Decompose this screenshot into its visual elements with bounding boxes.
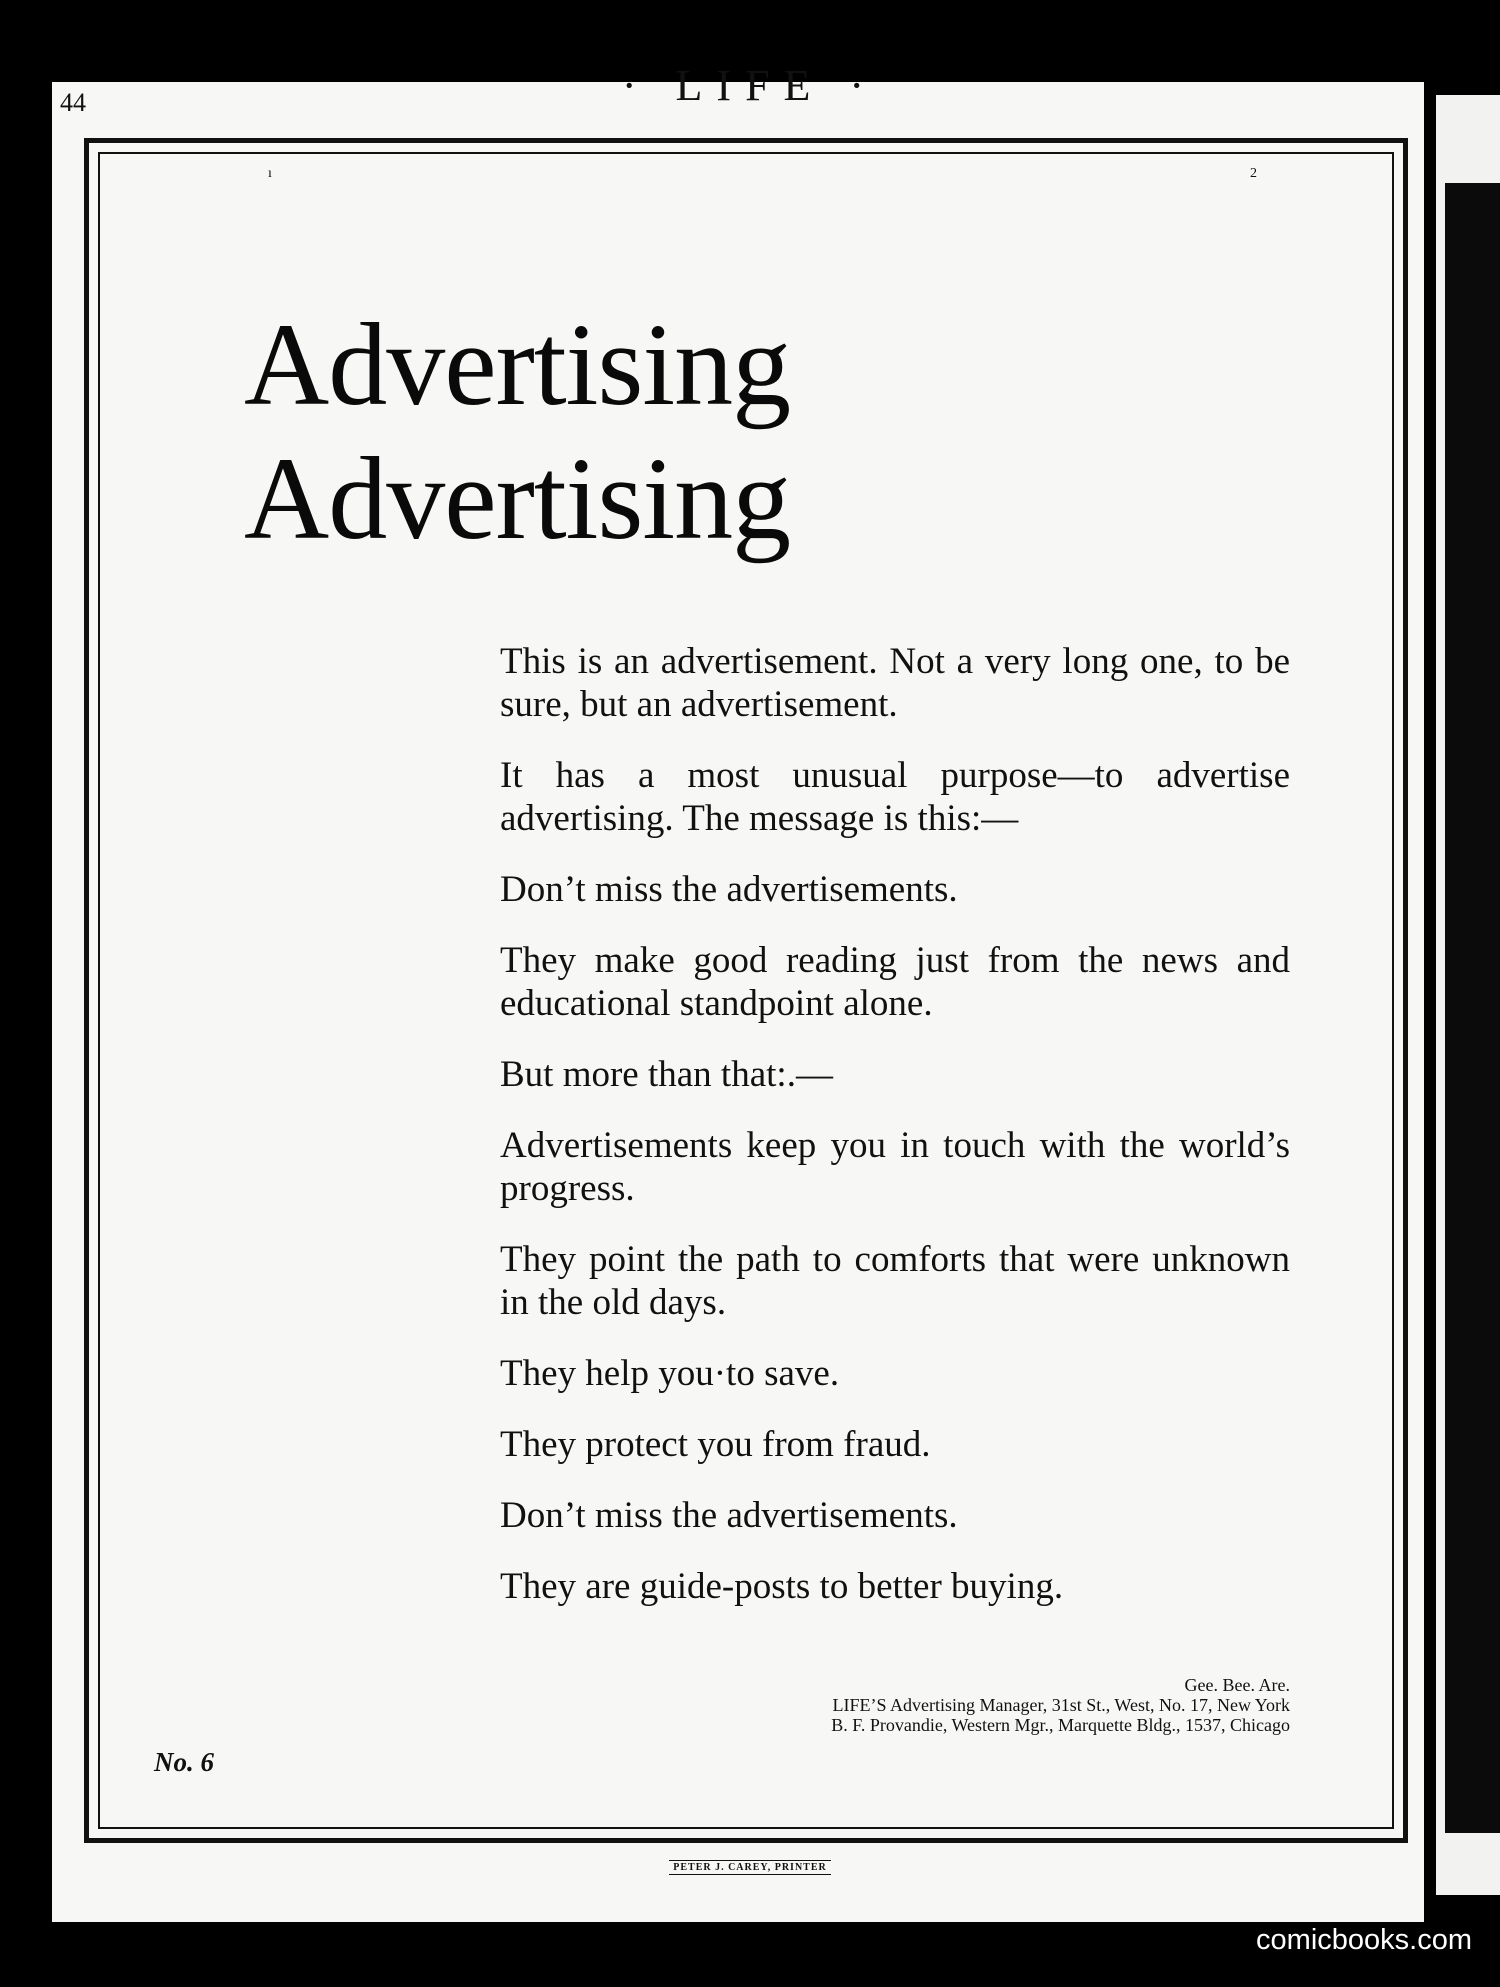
page-number: 44 [60, 88, 86, 117]
corner-mark-left: ı [268, 166, 272, 181]
printer-imprint [0, 1862, 1500, 1873]
body-paragraph: They are guide-posts to better buying. [500, 1566, 1064, 1607]
issue-number: No. 6 [154, 1747, 214, 1777]
body-paragraph: This is an advertisement. Not a very long one, to be sure, but an advertisement. [500, 641, 1290, 725]
body-paragraph: Advertisements keep you in touch with the world’s progress. [500, 1125, 1290, 1209]
headline [244, 298, 790, 566]
body-paragraph: But more than that:.— [500, 1054, 833, 1095]
advertisement-body [500, 640, 1290, 1636]
body-paragraph: They protect you from fraud. [500, 1424, 931, 1465]
body-paragraph: Don’t miss the advertisements. [500, 869, 958, 910]
body-paragraph: They make good reading just from the news and educational standpoint alone. [500, 940, 1290, 1024]
body-paragraph: Don’t miss the advertisements. [500, 1495, 958, 1536]
adjacent-page-dark-panel [1442, 180, 1500, 1833]
headline-line-2: Advertising [244, 433, 791, 564]
headline-line-1: Advertising [244, 299, 791, 430]
body-paragraph: They point the path to comforts that were unknown in the old days. [500, 1239, 1290, 1323]
body-paragraph: They help you·to save. [500, 1353, 840, 1394]
signature-address-new-york: LIFE’S Advertising Manager, 31st St., West, No. 17, New York [832, 1695, 1290, 1715]
signature-block [831, 1675, 1290, 1735]
signature-address-chicago: B. F. Provandie, Western Mgr., Marquette Bldg., 1537, Chicago [831, 1715, 1290, 1735]
body-paragraph: It has a most unusual purpose—to advertise advertising. The message is this:— [500, 755, 1290, 839]
site-watermark: comicbooks.com [1256, 1924, 1472, 1956]
printer-imprint-text: PETER J. CAREY, PRINTER [669, 1860, 830, 1875]
running-head: · LIFE · [621, 61, 879, 110]
corner-mark-right: 2 [1250, 166, 1257, 181]
signature-name: Gee. Bee. Are. [1184, 1675, 1290, 1695]
